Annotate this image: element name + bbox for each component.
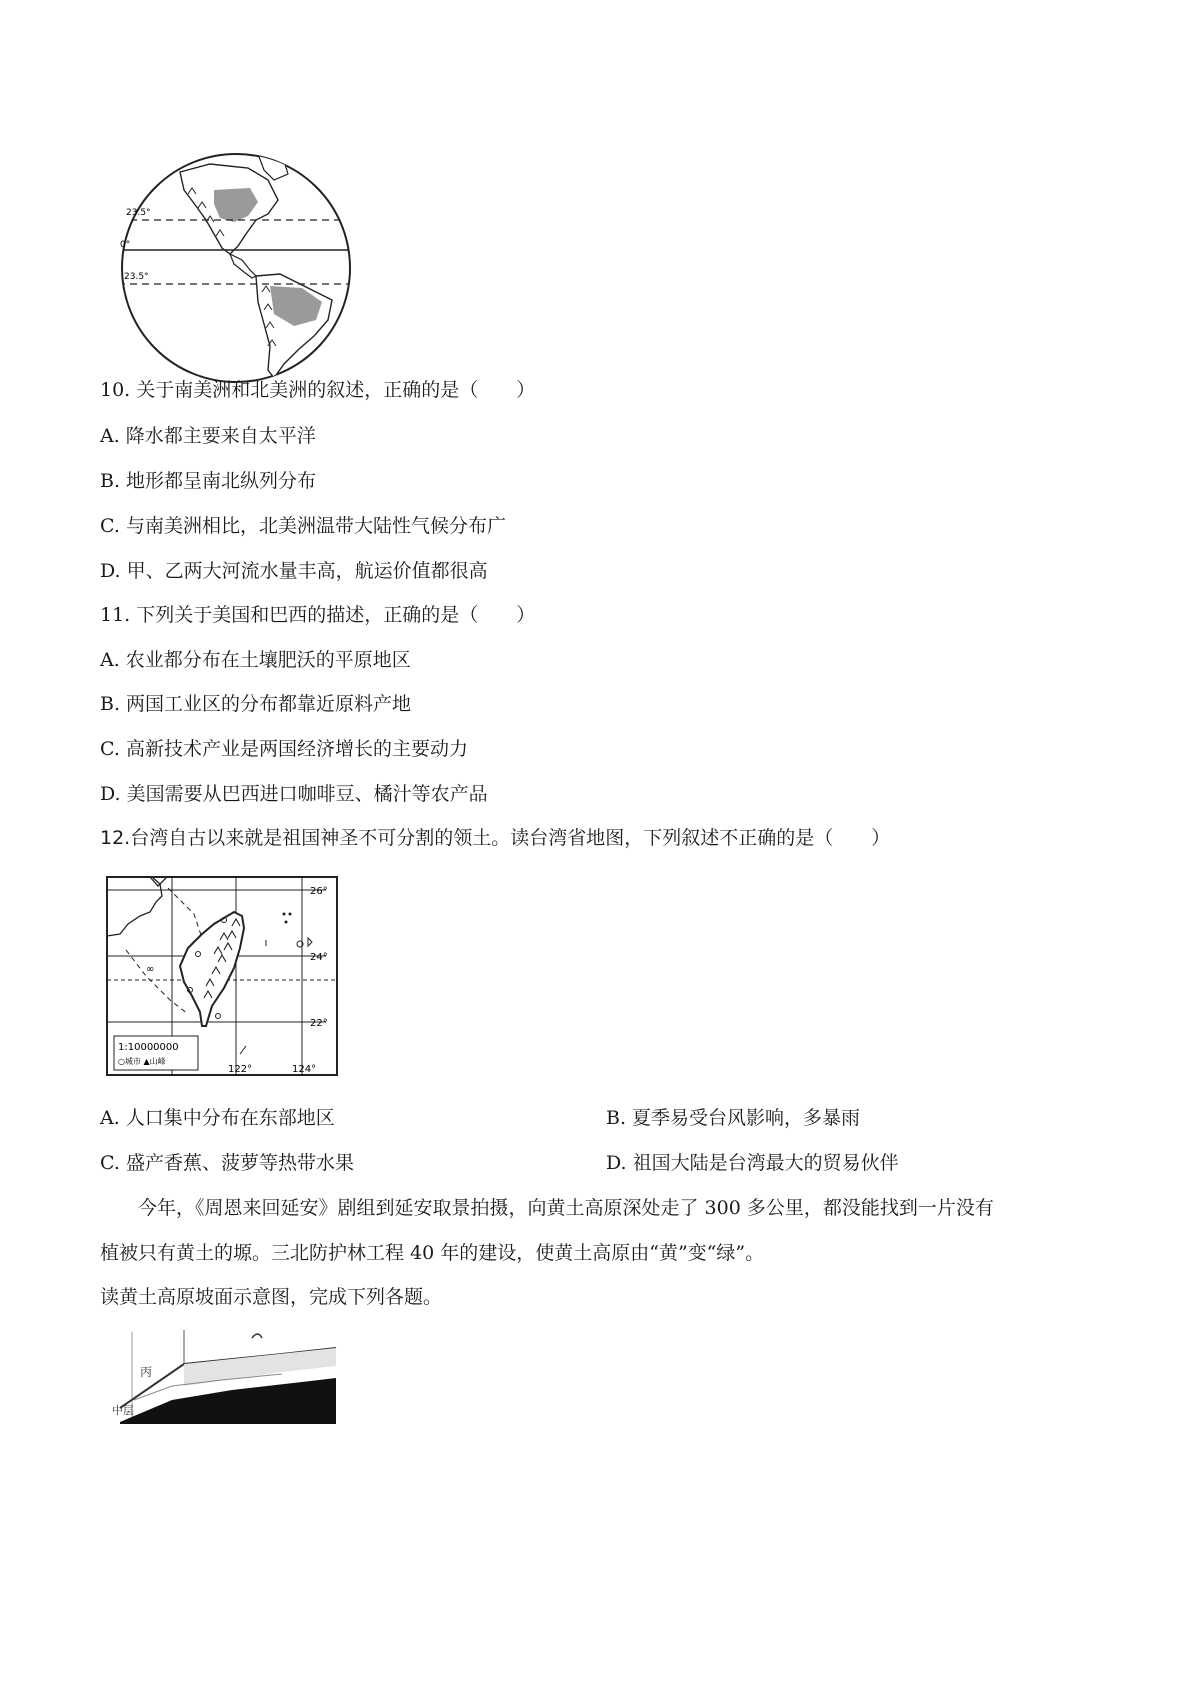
taiwan-map-scale: 1:10000000 [118,1042,179,1053]
question-11-option-d: D. 美国需要从巴西进口咖啡豆、橘汁等农产品 [100,783,488,805]
taiwan-map-lon-122: 122° [228,1064,253,1075]
svg-text:∞: ∞ [146,964,155,975]
loess-plateau-slope-diagram [112,1330,348,1426]
question-10-option-a: A. 降水都主要来自太平洋 [100,425,316,447]
question-12-option-d: D. 祖国大陆是台湾最大的贸易伙伴 [606,1152,899,1174]
question-12-option-a: A. 人口集中分布在东部地区 [100,1107,335,1129]
question-10-option-d: D. 甲、乙两大河流水量丰高，航运价值都很高 [100,560,488,582]
taiwan-map-lat-24: 24° [310,952,328,963]
question-11-option-a: A. 农业都分布在土壤肥沃的平原地区 [100,649,411,671]
question-12-option-c: C. 盛产香蕉、菠萝等热带水果 [100,1152,354,1174]
slope-label-middle-layer: 中层 [112,1404,134,1417]
slope-label-bing: 丙 [140,1365,153,1379]
taiwan-map-lon-124: 124° [292,1064,317,1075]
question-10-option-b: B. 地形都呈南北纵列分布 [100,470,317,492]
globe-label-tropic-capricorn: 23.5° [124,272,149,282]
globe-label-equator: 0° [120,240,131,250]
question-11-option-b: B. 两国工业区的分布都靠近原料产地 [100,693,412,715]
question-12-option-b: B. 夏季易受台风影响，多暴雨 [606,1107,861,1129]
question-10-stem: 10. 关于南美洲和北美洲的叙述，正确的是（ ） [100,379,536,401]
question-12-stem: 12.台湾自古以来就是祖国神圣不可分割的领土。读台湾省地图，下列叙述不正确的是（ ） [100,827,891,849]
americas-globe-map [118,150,354,386]
taiwan-map-lat-22: 22° [310,1018,328,1029]
taiwan-map-lat-26: 26° [310,886,328,897]
taiwan-province-map [106,876,338,1076]
taiwan-map-legend: ○城市 ▲山峰 [118,1057,166,1066]
globe-label-tropic-cancer: 23.5° [126,208,151,218]
question-11-stem: 11. 下列关于美国和巴西的描述，正确的是（ ） [100,604,536,626]
question-10-option-c: C. 与南美洲相比，北美洲温带大陆性气候分布广 [100,515,506,537]
question-11-option-c: C. 高新技术产业是两国经济增长的主要动力 [100,738,468,760]
passage-line-1: 今年，《周恩来回延安》剧组到延安取景拍摄，向黄土高原深处走了 300 多公里，都没能找到一片没有 [138,1197,994,1219]
passage-line-2: 植被只有黄土的塬。三北防护林工程 40 年的建设，使黄土高原由“黄”变“绿”。 [100,1242,765,1264]
passage-instruction: 读黄土高原坡面示意图，完成下列各题。 [100,1286,443,1308]
